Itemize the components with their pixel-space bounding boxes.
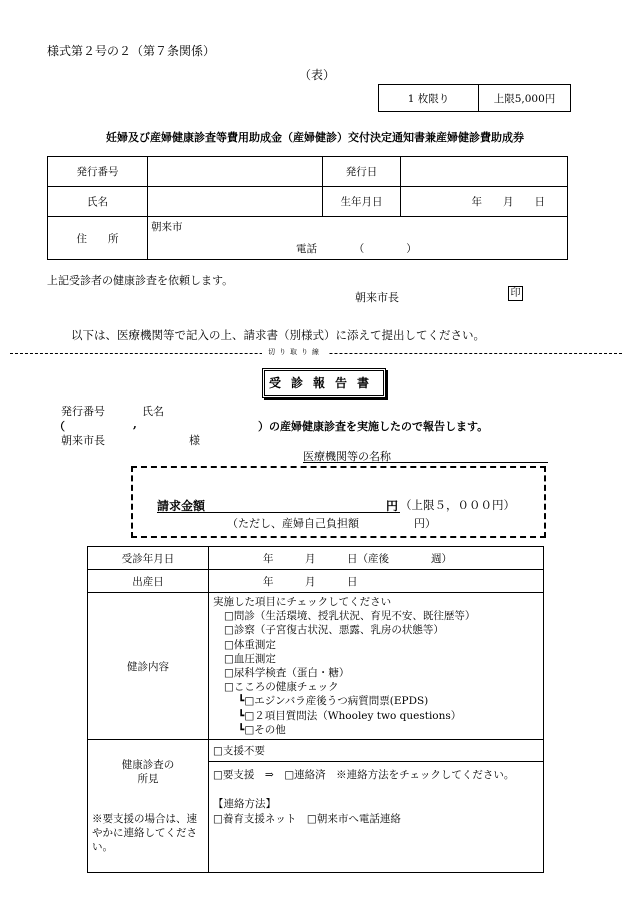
limit-once: 1 枚限り	[379, 85, 479, 112]
checkbox-examination[interactable]: □診察（子宮復古状況、悪露、乳房の状態等）	[224, 624, 444, 637]
mayor-name: 朝来市長	[355, 291, 399, 304]
checkbox-need-support[interactable]: □要支援 ⇒ □連絡済 ※連絡方法をチェックしてください。	[213, 769, 515, 782]
request-text: 上記受診者の健康診査を依頼します。	[47, 274, 234, 287]
checkbox-whooley[interactable]: ┗□２項目質問法（Whooley two questions）	[238, 709, 462, 722]
seal-mark: 印	[508, 286, 523, 301]
claim-yen: 円	[386, 499, 399, 513]
side-label: （表）	[299, 68, 336, 82]
address-field[interactable]	[148, 217, 568, 260]
findings-note: ※要支援の場合は、速やかに連絡してください。	[92, 813, 197, 854]
name-label: 氏名	[48, 187, 148, 217]
exam-date-label: 受診年月日	[88, 547, 209, 570]
issue-date-label: 発行日	[323, 157, 401, 187]
address-label: 住 所	[48, 217, 148, 260]
findings-label-cell	[88, 740, 209, 873]
issue-no-label: 発行番号	[48, 157, 148, 187]
exam-content-label: 健診内容	[88, 593, 209, 740]
dob-field[interactable]: 年 月 日	[401, 187, 568, 217]
exam-date-field[interactable]: 年 月 日（産後 週）	[209, 547, 544, 570]
birth-date-label: 出産日	[88, 570, 209, 593]
contact-method-header: 【連絡方法】	[213, 798, 276, 811]
issue-no-field[interactable]	[148, 157, 323, 187]
claim-upper-limit: （上限５，０００円）	[400, 498, 515, 512]
report-comma: ,	[133, 418, 137, 431]
name-field[interactable]	[148, 187, 323, 217]
exam-table	[87, 546, 544, 873]
report-paren-open: （	[54, 420, 65, 433]
addressee-honorific: 様	[189, 434, 200, 447]
address-phone: 電話 （ ）	[296, 243, 417, 255]
report-issue-no-label: 発行番号	[61, 405, 105, 418]
items-instruction: 実施した項目にチェックしてください	[213, 596, 392, 608]
checkbox-interview[interactable]: □問診（生活環境、授乳状況、育児不安、既往歴等）	[224, 610, 476, 623]
checkbox-blood-pressure[interactable]: □血圧測定	[224, 652, 276, 665]
checkbox-weight[interactable]: □体重測定	[224, 638, 276, 651]
instruction-text: 以下は、医療機関等で記入の上、請求書（別様式）に添えて提出してください。	[71, 328, 485, 342]
cut-line-label: 切り取り線	[262, 347, 329, 357]
checkbox-other[interactable]: ┗□その他	[238, 723, 286, 736]
self-pay-note: （ただし、産婦自己負担額 円）	[227, 517, 436, 530]
document-title: 妊婦及び産婦健康診査等費用助成金（産婦健診）交付決定通知書兼産婦健診費助成券	[106, 131, 524, 144]
limit-box	[378, 84, 571, 112]
addressee-mayor: 朝来市長	[61, 434, 105, 447]
issue-table	[47, 156, 568, 260]
address-city: 朝来市	[151, 221, 183, 233]
dob-label: 生年月日	[323, 187, 401, 217]
checkbox-epds[interactable]: ┗□エジンバラ産後うつ病質問票(EPDS)	[238, 695, 429, 708]
claim-amount-label: 請求金額	[157, 499, 206, 513]
report-name-label: 氏名	[142, 405, 164, 418]
support-cell	[209, 762, 544, 873]
exam-items-list	[209, 593, 544, 740]
issue-date-field[interactable]	[401, 157, 568, 187]
report-title: 受診報告書	[262, 368, 386, 398]
birth-date-field[interactable]: 年 月 日	[209, 570, 544, 593]
checkbox-no-support[interactable]: □支援不要	[209, 740, 544, 762]
contact-method-options[interactable]: □養育支援ネット □朝来市へ電話連絡	[213, 813, 401, 826]
institution-label: 医療機関等の名称	[303, 450, 391, 463]
form-id: 様式第２号の２（第７条関係）	[47, 44, 216, 58]
institution-field-line[interactable]	[303, 462, 548, 463]
findings-label: 健康診査の 所見	[121, 759, 175, 786]
report-statement: ）の産婦健康診査を実施したので報告します。	[258, 420, 489, 433]
claim-amount-field-line[interactable]	[157, 512, 400, 513]
limit-amount: 上限5,000円	[479, 85, 571, 112]
checkbox-urine-test[interactable]: □尿科学検査（蛋白・糖）	[224, 667, 350, 680]
checkbox-mental-health[interactable]: □こころの健康チェック	[224, 681, 339, 694]
